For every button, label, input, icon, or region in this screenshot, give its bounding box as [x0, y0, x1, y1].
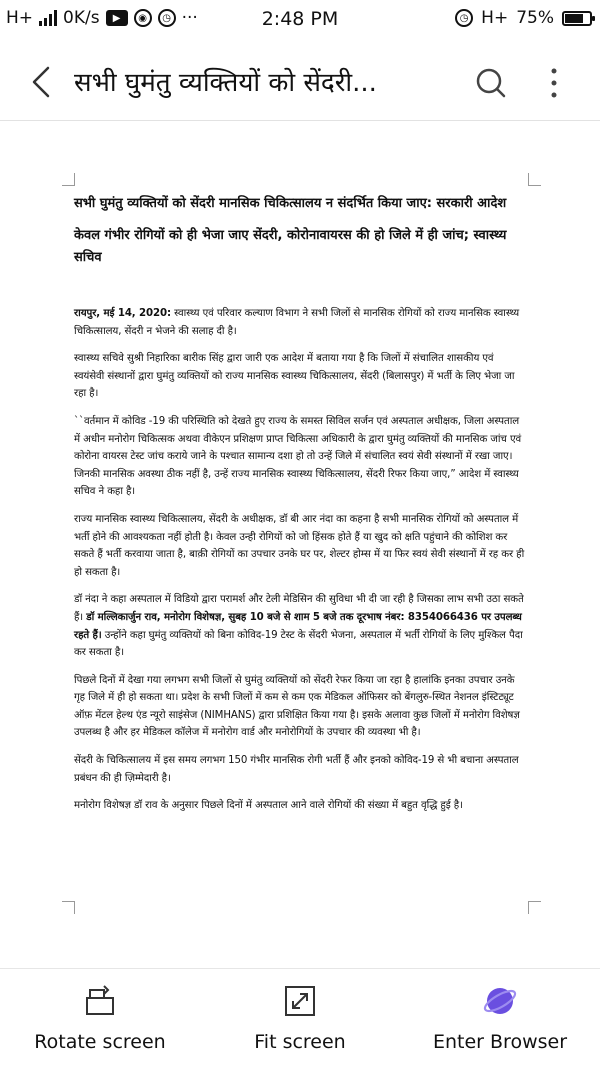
document-title: सभी घुमंतु व्यक्तियों को सेंदरी... — [74, 68, 377, 98]
document-viewer[interactable] — [0, 121, 600, 966]
page-corner-mark — [528, 901, 541, 914]
paragraph — [74, 305, 526, 340]
paragraph: ``वर्तमान में कोविड -19 की परिस्थिति को देखते हुए राज्य के समस्त सिविल सर्जन एवं अस्पताल अधीक्षक, जिला अस्पताल में अधीन मनोरोग चिकित्सक अथवा वीकेएन प्रशिक्षण प्राप्त चिकित्सा अधिकारी के द्वारा घुमंतु व्यक्तियों की मानसिक जांच एवं कोरोना वायरस टेस्ट जांच कराये जाने के पश्चात सामान्य दशा हो तो उन्हें जिले में संचालित स्वयं सेवी संस्थानों में रखा जाए। जिनकी मानसिक अवस्था ठीक नहीं है, उन्हें राज्य मानसिक स्वास्थ्य चिकित्सालय, सेंदरी रिफर किया जाए,” आदेश में स्वास्थ्य सचिव ने कहा है। — [74, 415, 522, 498]
fit-screen-icon — [282, 983, 318, 1019]
dateline: रायपुर, मई 14, 2020: — [74, 308, 171, 319]
paragraph: मनोरोग विशेषज्ञ डॉ राव के अनुसार पिछले दिनों में अस्पताल आने वाले रोगियों की संख्या में बहुत वृद्धि हुई है। — [74, 800, 463, 812]
back-arrow-icon[interactable] — [28, 64, 58, 100]
alarm-icon: ◷ — [158, 9, 176, 27]
rotate-screen-button[interactable] — [0, 983, 200, 1053]
subheadline: केवल गंभीर रोगियों को ही भेजा जाए सेंदरी, कोरोनावायरस की हो जिले में ही जांच; स्वास्थ्य सचिव — [74, 228, 507, 265]
status-time: 2:48 PM — [261, 8, 339, 30]
battery-percent: 75% — [516, 8, 554, 28]
network-type: H+ — [6, 8, 34, 28]
paragraph: राज्य मानसिक स्वास्थ्य चिकित्सालय, सेंदरी के अधीक्षक, डॉ बी आर नंदा का कहना है सभी मानसिक रोगियों को अस्पताल में भर्ती होने की आवश्यकता नहीं होती है। केवल उन्ही रोगियों को जो हिंसक होते हैं या खुद को क्षति पहुंचाने की कोशिश कर सकते हैं भर्ती करवाया जाता है, बाक़ी रोगियों का उपचार उनके घर पर, शेल्टर होम्स में या फिर स्वयं सेवी संस्थानों में रह कर ही हो सकता है। — [74, 513, 525, 578]
paragraph-text: डॉ नंदा ने कहा अस्पताल में विडियो द्वारा परामर्श और टेली मेडिसिन की सुविधा भी दी जा रही है जिसका लाभ सभी उठा सकते हैं। — [74, 594, 524, 623]
headline: सभी घुमंतु व्यक्तियों को सेंदरी मानसिक चिकित्सालय न संदर्भित किया जाए: सरकारी आदेश — [74, 196, 507, 211]
signal-icon — [39, 10, 57, 26]
paragraph: सेंदरी के चिकित्सालय में इस समय लगभग 150 गंभीर मानसिक रोगी भर्ती हैं और इनको कोविद-19 से भी बचाना अस्पताल प्रबंधन की ही ज़िम्मेदारी है। — [74, 755, 519, 784]
status-left — [6, 8, 198, 28]
chrome-icon: ◉ — [134, 9, 152, 27]
document-page — [74, 193, 526, 825]
network-speed: 0K/s — [63, 8, 100, 28]
youtube-icon: ▶ — [106, 10, 128, 26]
status-bar — [0, 0, 600, 40]
paragraph: पिछले दिनों में देखा गया लगभग सभी जिलों से घुमंतु व्यक्तियों को सेंदरी रेफर किया जा रहा है हालांकि इनका उपचार उनके गृह जिले में ही हो सकता था। प्रदेश के सभी जिलों में कम से कम एक मेडिकल ऑफिसर को बेंगलुरु-स्थित नेशनल इंस्टिट्यूट ऑफ़ मेंटल हेल्थ एंड न्यूरो साइंसेज (NIMHANS) द्वारा प्रशिक्षित किया गया है। इसके अलावा कुछ जिलों में मनोरोग विशेषज्ञ उपलब्ध है और हर मेडिकल कॉलेज में मनोरोग वार्ड और मनोरोगियों के उपचार की व्यवस्था भी है। — [74, 674, 520, 739]
app-bar — [0, 44, 600, 121]
paragraph — [74, 591, 526, 661]
more-notifications-icon: ··· — [181, 8, 198, 28]
status-right — [455, 8, 592, 28]
alarm-clock-icon: ◷ — [455, 9, 473, 27]
battery-icon — [562, 11, 592, 26]
network-type-right: H+ — [481, 8, 509, 28]
enter-browser-button[interactable] — [400, 983, 600, 1053]
browser-planet-icon — [482, 983, 518, 1019]
contact-info: डॉ मल्लिकार्जुन राव, मनोरोग विशेषज्ञ, सुबह 10 बजे से शाम 5 बजे तक दूरभाष नंबर: 8354066436 पर उपलब्ध रहते हैं। — [74, 611, 522, 641]
page-corner-mark — [62, 901, 75, 914]
page-corner-mark — [62, 173, 75, 186]
fit-screen-button[interactable] — [200, 983, 400, 1053]
page-corner-mark — [528, 173, 541, 186]
fit-screen-label: Fit screen — [254, 1031, 346, 1053]
paragraph: स्वास्थ्य सचिवे सुश्री निहारिका बारीक सिंह द्वारा जारी एक आदेश में बताया गया है कि जिलों में संचालित शासकीय एवं स्वयंसेवी संस्थानों द्वारा घुमंतु व्यक्तियों को राज्य मानसिक स्वास्थ्य चिकित्सालय, सेंदरी (बिलासपुर) में भर्ती के लिए भेजा जा रहा है। — [74, 353, 515, 400]
enter-browser-label: Enter Browser — [432, 1031, 568, 1053]
paragraph-text: स्वास्थ्य एवं परिवार कल्याण विभाग ने सभी जिलों से मानसिक रोगियों को राज्य मानसिक स्वास्थ्य चिकित्सालय, सेंदरी न भेजने की सलाह दी है। — [74, 308, 520, 337]
bottom-toolbar — [0, 968, 600, 1068]
more-options-icon[interactable] — [544, 66, 564, 100]
rotate-screen-label: Rotate screen — [34, 1031, 166, 1053]
paragraph-text: उन्होंने कहा घुमंतु व्यक्तियों को बिना कोविद-19 टेस्ट के सेंदरी भेजना, अस्पताल में भर्ती रोगियों के लिए मुश्किल पैदा कर सकता है। — [74, 629, 523, 659]
search-icon[interactable] — [474, 66, 508, 100]
rotate-screen-icon — [82, 983, 118, 1019]
